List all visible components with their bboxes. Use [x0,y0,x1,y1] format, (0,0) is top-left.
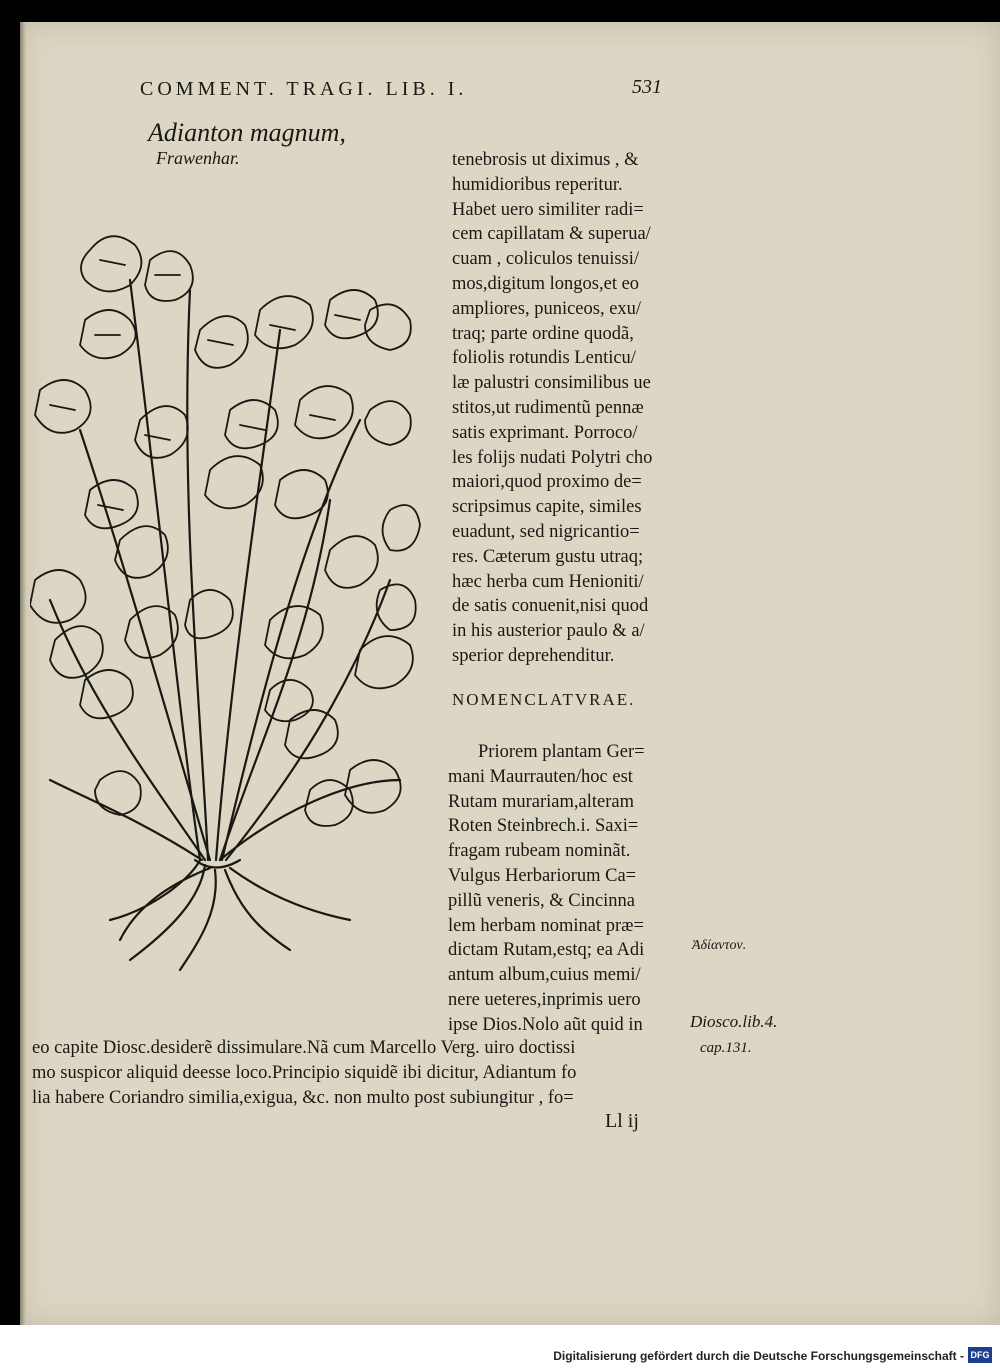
text-line: ipse Dios.Nolo aũt quid in [448,1014,643,1035]
text-line: læ palustri consimilibus ue [452,373,651,394]
text-line: fragam rubeam nominãt. [448,841,631,862]
text-line: dictam Rutam,estq; ea Adi [448,940,645,961]
text-line: Roten Steinbrech.i. Saxi= [448,816,639,837]
running-head: COMMENT. TRAGI. LIB. I. [140,78,468,100]
text-line: scripsimus capite, similes [452,497,642,518]
plant-caption-latin: Adianton magnum, [148,118,346,147]
fern-woodcut-illustration [30,220,430,980]
text-line: euadunt, sed nigricantio= [452,521,640,542]
text-line: hæc herba cum Henioniti/ [452,571,644,592]
nomenclature-paragraph [448,740,688,1038]
plant-caption-german: Frawenhar. [156,148,240,168]
dfg-logo: DFG [968,1347,992,1363]
text-line: nere ueteres,inprimis uero [448,989,641,1010]
page-gutter-edge [20,22,26,1325]
text-line: Vulgus Herbariorum Ca= [448,865,637,886]
text-line: mani Maurrauten/hoc est [448,766,633,787]
text-line: Priorem plantam Ger= [478,742,645,762]
text-line: cuam , coliculos tenuissi/ [452,249,640,270]
text-line: antum album,cuius memi/ [448,965,641,986]
full-width-paragraph [32,1036,692,1110]
page-number: 531 [632,76,662,98]
text-line: Habet uero similiter radi= [452,199,644,220]
marginal-note-greek: Ἀδίαντον. [692,938,747,953]
text-line: sperior deprehenditur. [452,645,615,666]
text-line: humidioribus reperitur. [452,174,623,195]
text-line: lem herbam nominat præ= [448,915,644,936]
signature-mark: Ll ij [605,1110,639,1132]
section-heading: NOMENCLATVRAE. [452,690,636,709]
text-line: traq; parte ordine quodã, [452,323,634,344]
funding-credit: Digitalisierung gefördert durch die Deutsche Forschungsgemeinschaft - [553,1349,964,1363]
main-text-column [452,148,692,669]
text-line: eo capite Diosc.desiderẽ dissimulare.Nã cum Marcello Verg. uiro doctissi [32,1038,576,1058]
text-line: stitos,ut rudimentũ pennæ [452,397,644,418]
text-line: cem capillatam & superua/ [452,224,651,245]
text-line: Rutam murariam,alteram [448,791,634,812]
text-line: in his austerior paulo & a/ [452,621,645,642]
text-line: les folijs nudati Polytri cho [452,447,653,468]
text-line: ampliores, puniceos, exu/ [452,298,642,319]
text-line: res. Cæterum gustu utraq; [452,546,644,567]
text-line: tenebrosis ut diximus , & [452,150,639,170]
text-line: pillũ veneris, & Cincinna [448,890,636,911]
text-line: satis exprimant. Porroco/ [452,422,638,443]
marginal-note-chapter: cap.131. [700,1040,752,1056]
text-line: foliolis rotundis Lenticu/ [452,348,636,369]
text-line: mo suspicor aliquid deesse loco.Principio siquidẽ ibi dicitur, Adiantum fo [32,1062,577,1083]
text-line: maiori,quod proximo de= [452,472,642,493]
text-line: de satis conuenit,nisi quod [452,596,649,617]
text-line: mos,digitum longos,et eo [452,273,640,294]
text-line: lia habere Coriandro similia,exigua, &c. non multo post subiungitur , fo= [32,1087,574,1108]
marginal-note-reference: Diosco.lib.4. [690,1012,778,1031]
